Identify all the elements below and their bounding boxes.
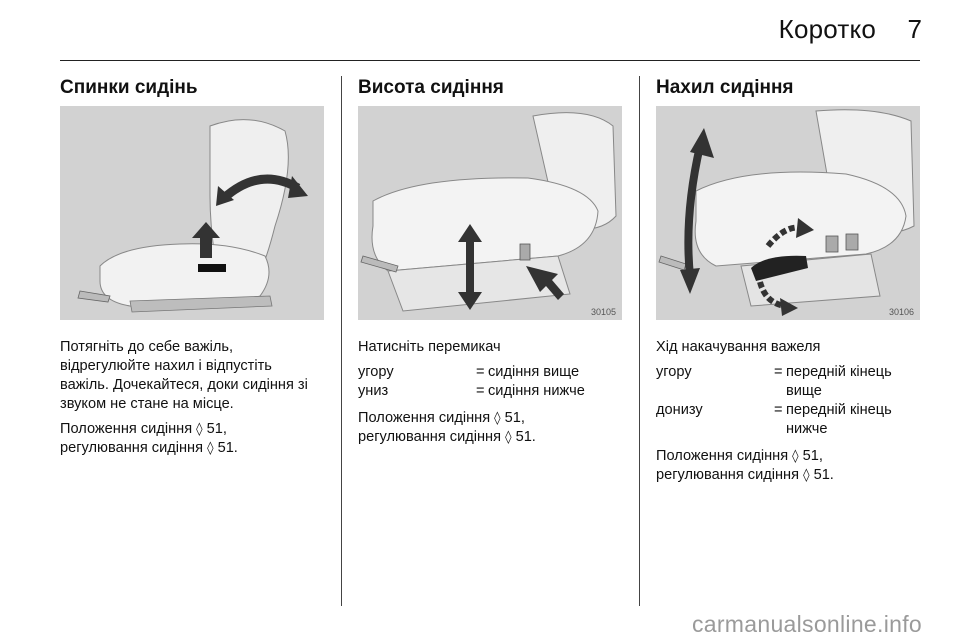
page-reference-icon: ◊	[196, 422, 203, 437]
instruction-text: Потягніть до себе важіль, відрегулюйте нахил і відпустіть важіль. Дочекайтеся, доки сидіння зі звуком не стане на місце.	[60, 339, 308, 412]
column-seat-height	[358, 76, 622, 453]
table-row: угору = сидіння вище	[358, 364, 580, 380]
action-table	[656, 363, 920, 439]
page-number: 7	[907, 14, 922, 44]
seat-illustration-icon	[60, 106, 324, 320]
page-reference-icon: ◊	[494, 411, 501, 426]
seat-backrest-illustration	[60, 106, 324, 320]
page-header	[0, 0, 960, 62]
column-divider	[639, 76, 640, 606]
page-reference-icon: ◊	[207, 441, 214, 456]
instruction-text: Натисніть перемикач	[358, 339, 501, 355]
table-row: донизу = передній кінець нижче	[656, 402, 892, 437]
header-rule	[60, 60, 920, 61]
page-reference-icon: ◊	[803, 468, 810, 483]
reference-text: Положення сидіння ◊ 51, регулювання сидіння ◊ 51.	[358, 410, 536, 445]
action-table	[358, 363, 585, 401]
column-title: Висота сидіння	[358, 77, 504, 98]
table-row: униз = сидіння нижче	[358, 383, 585, 399]
reference-link[interactable]: 51.	[813, 467, 834, 483]
instruction-text: Хід накачування важеля	[656, 339, 821, 355]
reference-link[interactable]: 51.	[515, 429, 536, 445]
reference-link[interactable]: 51,	[802, 448, 823, 464]
page-reference-icon: ◊	[505, 430, 512, 445]
watermark: carmanualsonline.info	[691, 611, 922, 637]
reference-link[interactable]: 51,	[504, 410, 525, 426]
column-divider	[341, 76, 342, 606]
section-title: Коротко	[778, 14, 876, 44]
reference-text: Положення сидіння ◊ 51, регулювання сидіння ◊ 51.	[656, 448, 834, 483]
reference-link[interactable]: 51,	[206, 421, 227, 437]
column-title: Нахил сидіння	[656, 77, 794, 98]
seat-illustration-icon	[656, 106, 920, 320]
reference-text: Положення сидіння ◊ 51, регулювання сидіння ◊ 51.	[60, 421, 238, 456]
column-title: Спинки сидінь	[60, 77, 198, 98]
column-seat-tilt	[656, 76, 920, 491]
column-backrest	[60, 76, 324, 464]
page-reference-icon: ◊	[792, 449, 799, 464]
seat-height-illustration	[358, 106, 622, 320]
seat-illustration-icon	[358, 106, 622, 320]
reference-link[interactable]: 51.	[217, 440, 238, 456]
image-code: 30106	[888, 307, 914, 317]
seat-tilt-illustration	[656, 106, 920, 320]
image-code: 30105	[590, 307, 616, 317]
table-row: угору = передній кінець вище	[656, 364, 892, 399]
